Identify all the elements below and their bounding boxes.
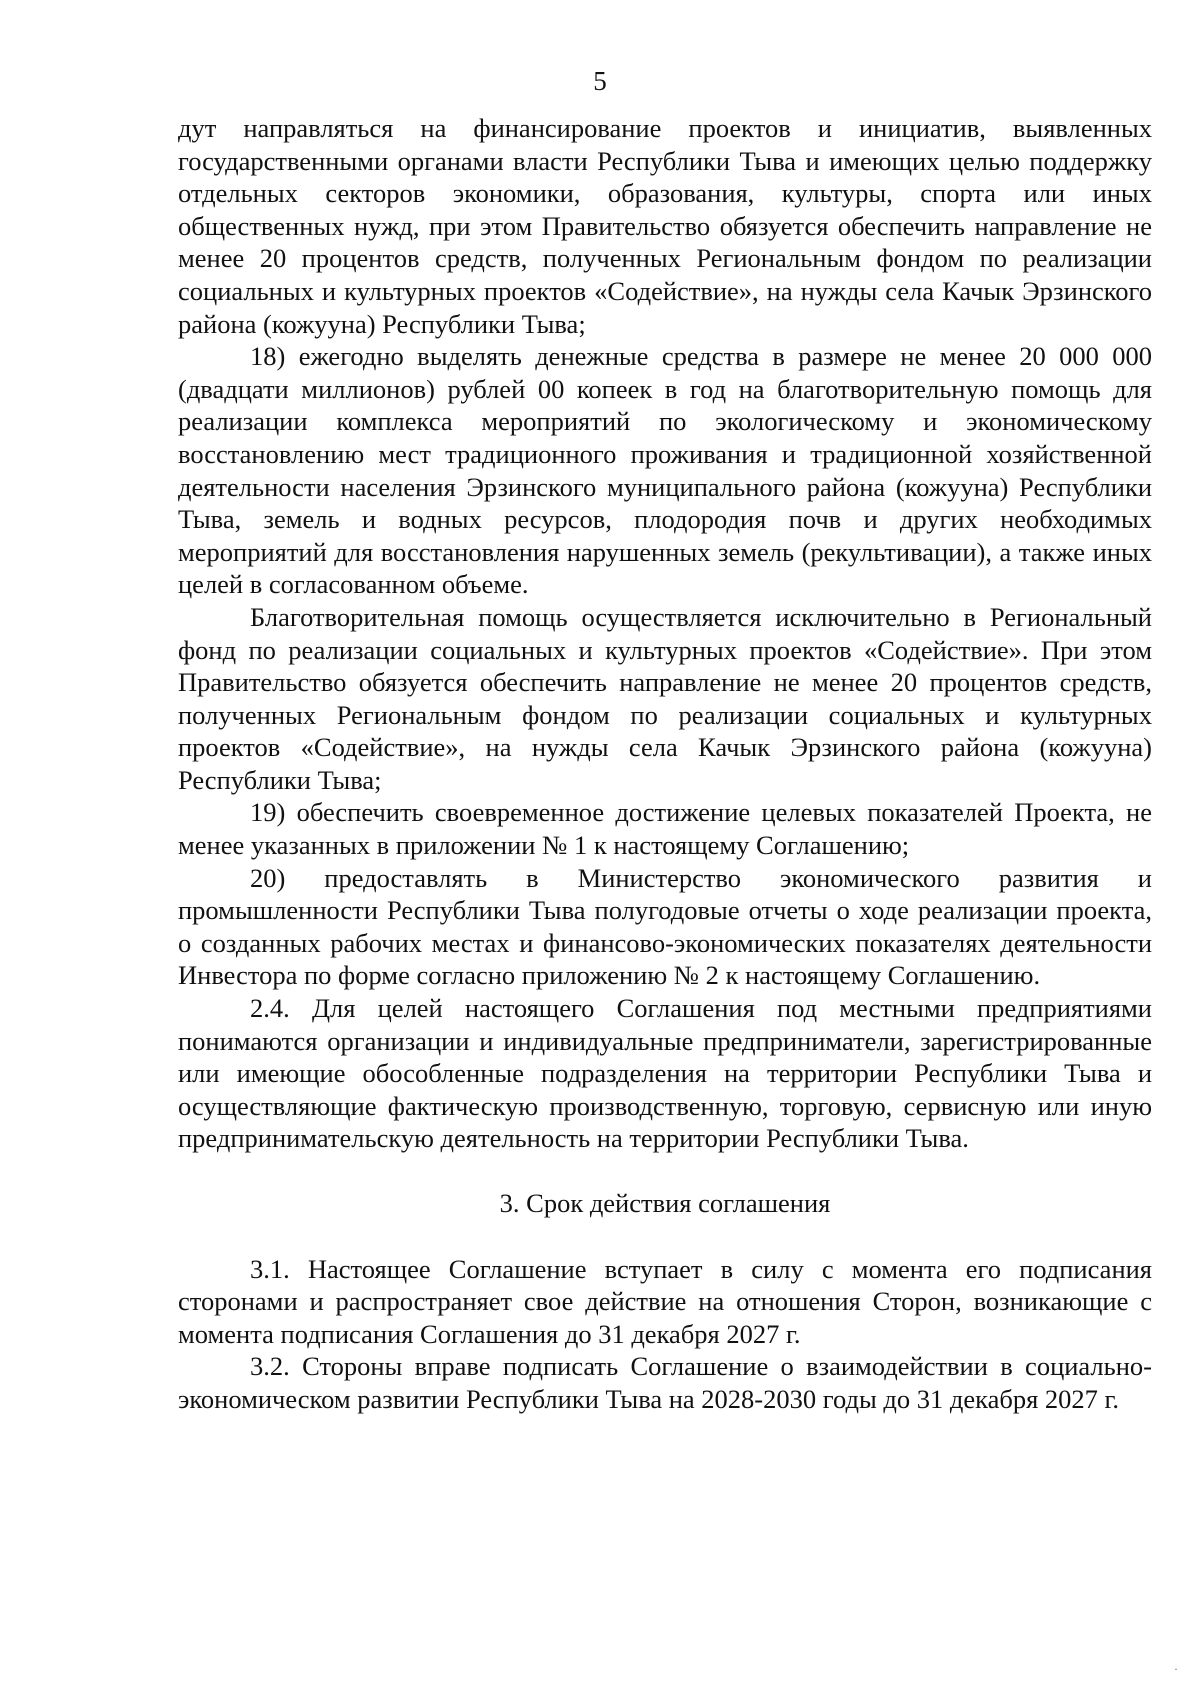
paragraph-item-20: 20) предоставлять в Министерство экономического развития и промышленности Республики Тыва полугодовые отчеты о ходе реализации проекта, о созданных рабочих местах и финансово-экономических показателях деятельности Инвестора по форме согласно приложению № 2 к настоящему Соглашению. — [178, 862, 1152, 991]
paragraph-charity: Благотворительная помощь осуществляется исключительно в Региональный фонд по реализации социальных и культурных проектов «Содействие». При этом Правительство обязуется обеспечить направление не менее 20 процентов средств, полученных Региональным фондом по реализации социальных и культурных проектов «Содействие», на нужды села Качык Эрзинского района (кожууна) Республики Тыва; — [178, 601, 1152, 795]
paragraph-2-4: 2.4. Для целей настоящего Соглашения под местными предприятиями понимаются организации и индивидуальные предприниматели, зарегистрированные или имеющие обособленные подразделения на территории Республики Тыва и осуществляющие фактическую производственную, торговую, сервисную или иную предпринимательскую деятельность на территории Республики Тыва. — [178, 993, 1152, 1154]
paragraph-continuation: дут направляться на финансирование проектов и инициатив, выявленных государственными органами власти Республики Тыва и имеющих целью поддержку отдельных секторов экономики, образования, культуры, спорта или иных общественных нужд, при этом Правительство обязуется обеспечить направление не менее 20 процентов средств, полученных Региональным фондом по реализации социальных и культурных проектов «Содействие», на нужды села Качык Эрзинского района (кожууна) Республики Тыва; — [178, 113, 1152, 339]
section-title: 3. Срок действия соглашения — [499, 1188, 831, 1218]
paragraph-3-2: 3.2. Стороны вправе подписать Соглашение о взаимодействии в социально-экономическом развитии Республики Тыва на 2028-2030 годы до 31 декабря 2027 г. — [178, 1351, 1152, 1414]
paragraph-item-19: 19) обеспечить своевременное достижение целевых показателей Проекта, не менее указанных в приложении № 1 к настоящему Соглашению; — [178, 797, 1152, 861]
paragraph-3-1: 3.1. Настоящее Соглашение вступает в силу с момента его подписания сторонами и распространяет свое действие на отношения Сторон, возникающие с момента подписания Соглашения до 31 декабря 2027 г. — [178, 1253, 1152, 1349]
paragraph-item-18: 18) ежегодно выделять денежные средства в размере не менее 20 000 000 (двадцати миллионов) рублей 00 копеек в год на благотворительную помощь для реализации комплекса мероприятий по экологическому и экономическому восстановлению мест традиционного проживания и традиционной хозяйственной деятельности населения Эрзинского муниципального района (кожууна) Республики Тыва, земель и водных ресурсов, плодородия почв и других необходимых мероприятий для восстановления нарушенных земель (рекультивации), а также иных целей в согласованном объеме. — [178, 341, 1152, 600]
page-number: 5 — [593, 66, 607, 96]
scan-mark: · — [1174, 1662, 1178, 1676]
document-body — [178, 112, 1152, 1416]
